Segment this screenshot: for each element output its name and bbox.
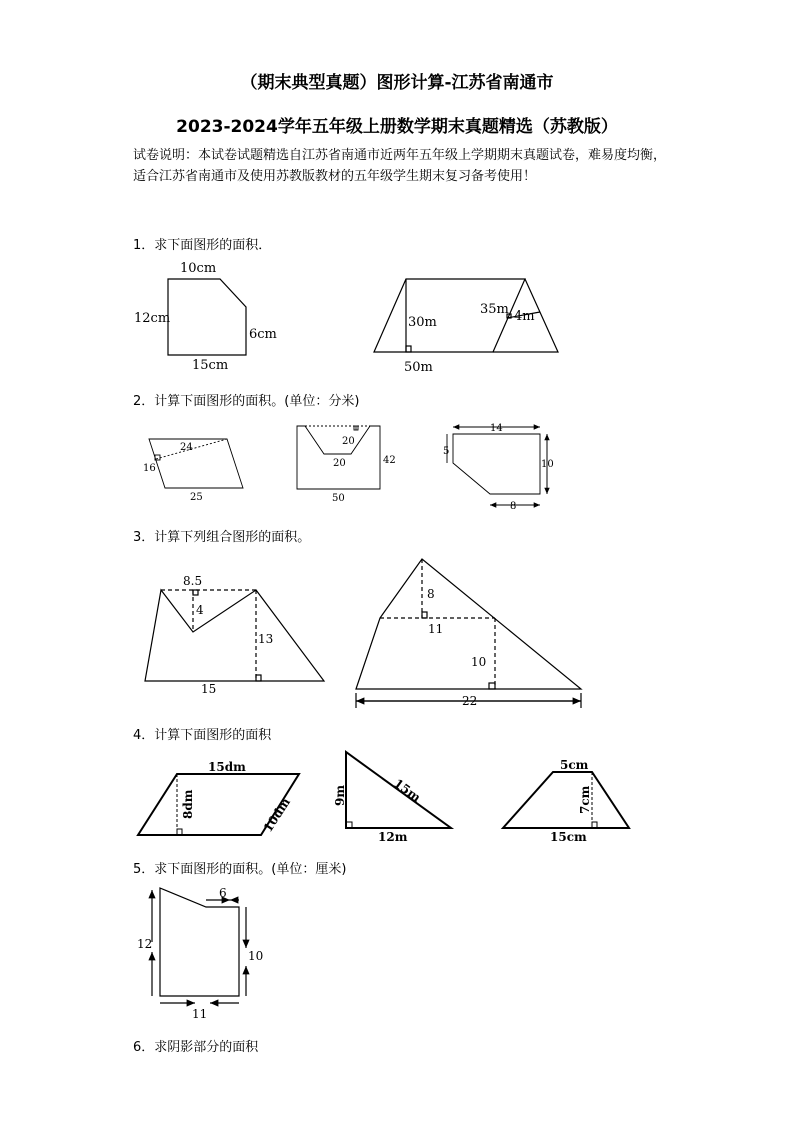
figure-q4-trapezoid	[503, 758, 629, 844]
dimension-label: 6cm	[249, 327, 277, 342]
dimension-label: 6	[219, 886, 227, 900]
dimension-label: 7cm	[578, 785, 592, 814]
figure-q4-right-triangle	[333, 752, 451, 844]
exam-intro: 试卷说明：本试卷试题精选自江苏省南通市近两年五年级上学期期末真题试卷，难易度均衡，适合江苏省南通市及使用苏教版教材的五年级学生期末复习备考使用！	[133, 148, 667, 184]
dimension-label: 14	[490, 423, 503, 434]
question-5: 5．求下面图形的面积。(单位：厘米)	[133, 862, 347, 877]
dimension-label: 50	[332, 493, 345, 504]
dimension-label: 15m	[391, 776, 424, 805]
dimension-label: 8.5	[183, 574, 203, 588]
dimension-label: 8	[510, 501, 517, 512]
page-title-line1: （期末典型真题）图形计算-江苏省南通市	[240, 73, 554, 93]
dimension-label: 15	[201, 682, 217, 696]
dimension-label: 8dm	[181, 789, 195, 819]
figure-q2-pentagon	[443, 423, 554, 512]
dimension-label: 25	[190, 492, 203, 503]
figure-q3-triangle-trapezoid	[356, 559, 581, 708]
dimension-label: 10	[471, 655, 487, 669]
question-1: 1．求下面图形的面积．	[133, 238, 272, 253]
dimension-label: 12m	[378, 830, 408, 844]
dimension-label: 15cm	[192, 358, 229, 373]
dimension-label: 11	[192, 1007, 208, 1021]
dimension-label: 20	[342, 436, 355, 447]
dimension-label: 24	[180, 442, 193, 453]
dimension-label: 10	[541, 459, 554, 470]
dimension-label: 22	[462, 694, 478, 708]
question-4: 4．计算下面图形的面积	[133, 728, 272, 743]
question-6: 6．求阴影部分的面积	[133, 1040, 259, 1055]
dimension-label: 10	[248, 949, 264, 963]
dimension-label: 12	[137, 937, 153, 951]
figure-q3-composite-notch	[145, 574, 324, 696]
dimension-label: 10cm	[180, 261, 217, 276]
dimension-label: 13	[258, 632, 274, 646]
dimension-label: 15dm	[208, 760, 246, 774]
dimension-label: 20	[333, 458, 346, 469]
page-title-line2: 2023-2024学年五年级上册数学期末真题精选（苏教版）	[176, 117, 618, 137]
figure-q5-shape	[137, 886, 263, 1021]
dimension-label: 10dm	[260, 795, 294, 835]
question-3: 3．计算下列组合图形的面积。	[133, 530, 311, 545]
dimension-label: 35m	[480, 302, 509, 317]
figure-q1-parallelogram-triangle	[374, 279, 558, 375]
figure-q2-rect-notch	[297, 426, 396, 504]
dimension-label: 8	[427, 587, 435, 601]
figure-q2-parallelogram	[143, 439, 243, 503]
dimension-label: 15cm	[550, 830, 587, 844]
dimension-label: 30m	[408, 315, 437, 330]
dimension-label: 4	[196, 603, 204, 617]
dimension-label: 5	[443, 446, 450, 457]
figure-q4-parallelogram	[138, 760, 299, 835]
dimension-label: 42	[383, 455, 396, 466]
dimension-label: 50m	[404, 360, 433, 375]
dimension-label: 4m	[514, 309, 535, 324]
dimension-label: 5cm	[560, 758, 589, 772]
dimension-label: 11	[428, 622, 444, 636]
figure-q1-pentagon	[134, 261, 277, 373]
dimension-label: 12cm	[134, 311, 171, 326]
dimension-label: 16	[143, 463, 156, 474]
question-2: 2．计算下面图形的面积。(单位：分米)	[133, 394, 360, 409]
dimension-label: 9m	[333, 784, 347, 806]
